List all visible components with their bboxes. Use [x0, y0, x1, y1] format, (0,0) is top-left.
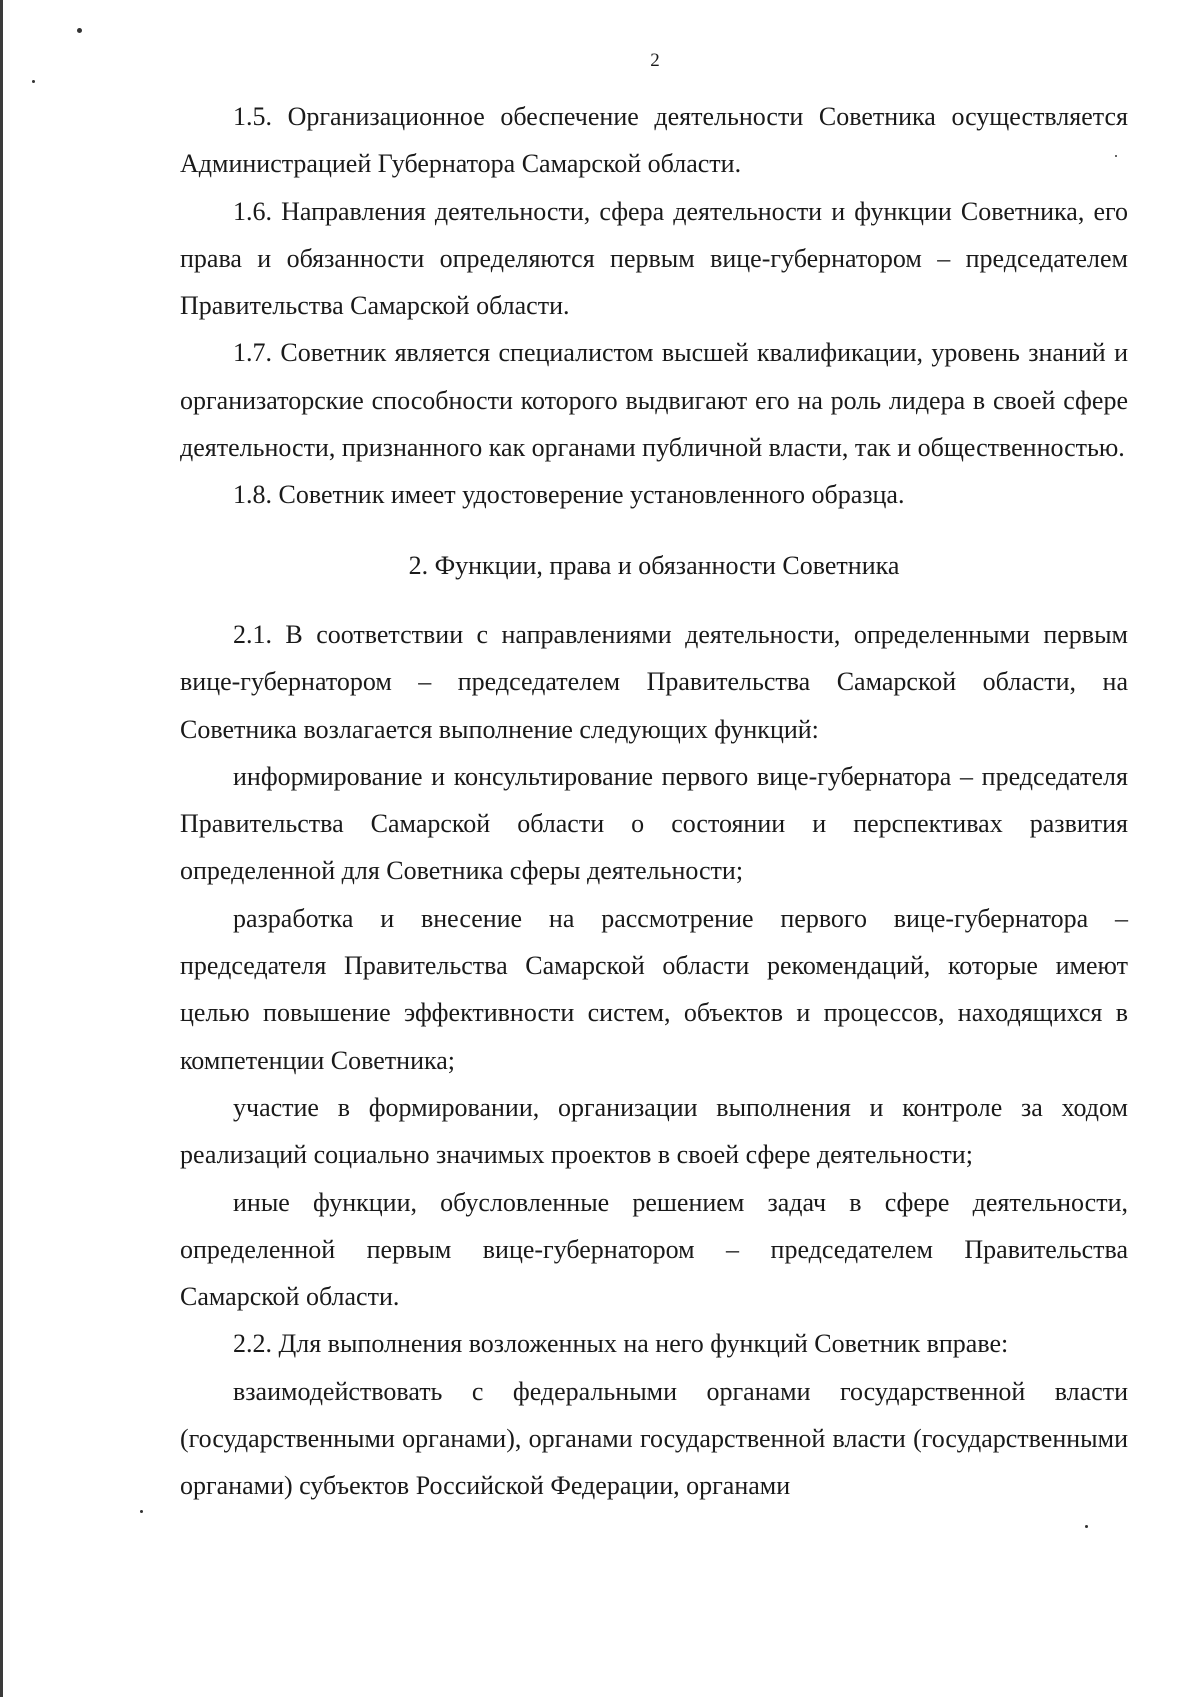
paragraph-1-5: 1.5. Организационное обеспечение деятельности Советника осуществляется Администрацией Губернатора Самарской области. [180, 102, 1128, 179]
section-heading: 2. Функции, права и обязанности Советника [408, 550, 900, 580]
function-item-recommendations: разработка и внесение на рассмотрение первого вице-губернатора – председателя Правительства Самарской области рекомендаций, которые имеют целью повышение эффективности систем, объектов и процессов, находящихся в компетенции Советника; [180, 903, 1128, 1075]
scan-speck [1115, 155, 1117, 157]
function-item-informing: информирование и консультирование первого вице-губернатора – председателя Правительства Самарской области о состоянии и перспективах развития определенной для Советника сферы деятельности; [180, 761, 1128, 886]
paragraph-1-8: 1.8. Советник имеет удостоверение установленного образца. [233, 480, 905, 510]
document-body [180, 93, 1128, 1510]
paragraph-2-2: 2.2. Для выполнения возложенных на него функций Советник вправе: [233, 1329, 1009, 1359]
scan-speck [140, 1510, 143, 1513]
paragraph-2-1: 2.1. В соответствии с направлениями деятельности, определенными первым вице-губернатором – председателем Правительства Самарской области, на Советника возлагается выполнение следующих функций: [180, 619, 1128, 744]
scan-speck [77, 28, 82, 33]
paragraph-1-7: 1.7. Советник является специалистом высшей квалификации, уровень знаний и организаторские способности которого выдвигают его на роль лидера в своей сфере деятельности, признанного как органами публичной власти, так и общественностью. [180, 338, 1128, 463]
function-item-other: иные функции, обусловленные решением задач в сфере деятельности, определенной первым вице-губернатором – председателем Правительства Самарской области. [180, 1187, 1128, 1312]
scan-left-edge [0, 0, 3, 1697]
paragraph-1-6: 1.6. Направления деятельности, сфера деятельности и функции Советника, его права и обязанности определяются первым вице-губернатором – председателем Правительства Самарской области. [180, 196, 1128, 321]
right-item-interaction: взаимодействовать с федеральными органами государственной власти (государственными органами), органами государственной власти (государственными органами) субъектов Российской Федерации, органами [180, 1376, 1128, 1501]
scan-speck [32, 80, 35, 83]
scan-speck [1085, 1525, 1088, 1528]
page-number: 2 [650, 50, 660, 71]
function-item-projects: участие в формировании, организации выполнения и контроле за ходом реализаций социально значимых проектов в своей сфере деятельности; [180, 1092, 1128, 1170]
